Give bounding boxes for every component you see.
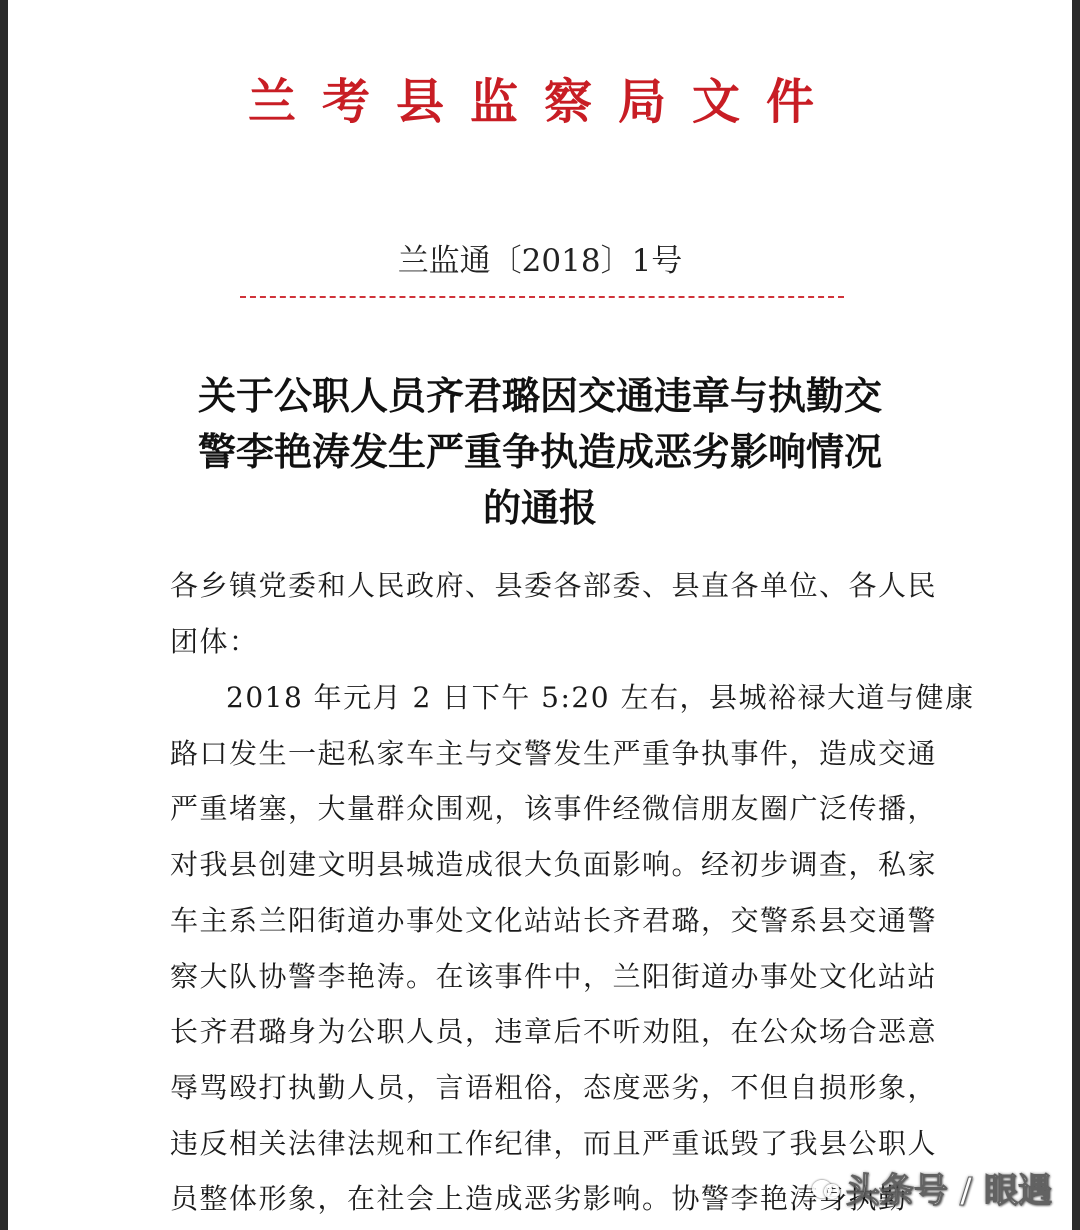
document-title <box>168 368 912 536</box>
body-line: 2018 年元月 2 日下午 5:20 左右，县城裕禄大道与健康 <box>226 681 975 714</box>
watermark-text: 头条号 / 眼遇 <box>845 1171 1052 1211</box>
title-line: 警李艳涛发生严重争执造成恶劣影响情况 <box>197 429 882 474</box>
body-line: 员整体形象，在社会上造成恶劣影响。协警李艳涛身执勤 <box>170 1182 908 1216</box>
document-number: 兰监通〔2018〕1号 <box>397 243 683 279</box>
body-line: 对我县创建文明县城造成很大负面影响。经初步调查，私家 <box>170 848 938 882</box>
document-header-title: 兰考县监察局文件 <box>247 74 840 130</box>
body-line: 长齐君璐身为公职人员，违章后不听劝阻，在公众场合恶意 <box>170 1015 938 1049</box>
header-divider <box>240 296 844 298</box>
wechat-logo-icon <box>812 1178 840 1198</box>
body-line: 察大队协警李艳涛。在该事件中，兰阳街道办事处文化站站 <box>170 959 938 993</box>
watermark <box>812 1163 1052 1212</box>
salutation-line: 团体： <box>170 624 259 658</box>
title-line: 关于公职人员齐君璐因交通违章与执勤交 <box>197 373 882 418</box>
body-line: 违反相关法律法规和工作纪律，而且严重诋毁了我县公职人 <box>170 1126 938 1160</box>
title-line: 的通报 <box>482 485 597 530</box>
body-line: 路口发生一起私家车主与交警发生严重争执事件，造成交通 <box>170 736 938 770</box>
salutation-line: 各乡镇党委和人民政府、县委各部委、县直各单位、各人民 <box>170 569 938 602</box>
salutation <box>170 558 938 669</box>
body-line: 车主系兰阳街道办事处文化站站长齐君璐，交警系县交通警 <box>170 903 938 937</box>
body-line: 辱骂殴打执勤人员，言语粗俗，态度恶劣，不但自损形象， <box>170 1070 938 1104</box>
body-line: 严重堵塞，大量群众围观，该事件经微信朋友圈广泛传播， <box>170 792 938 826</box>
document-page <box>8 0 1072 1230</box>
